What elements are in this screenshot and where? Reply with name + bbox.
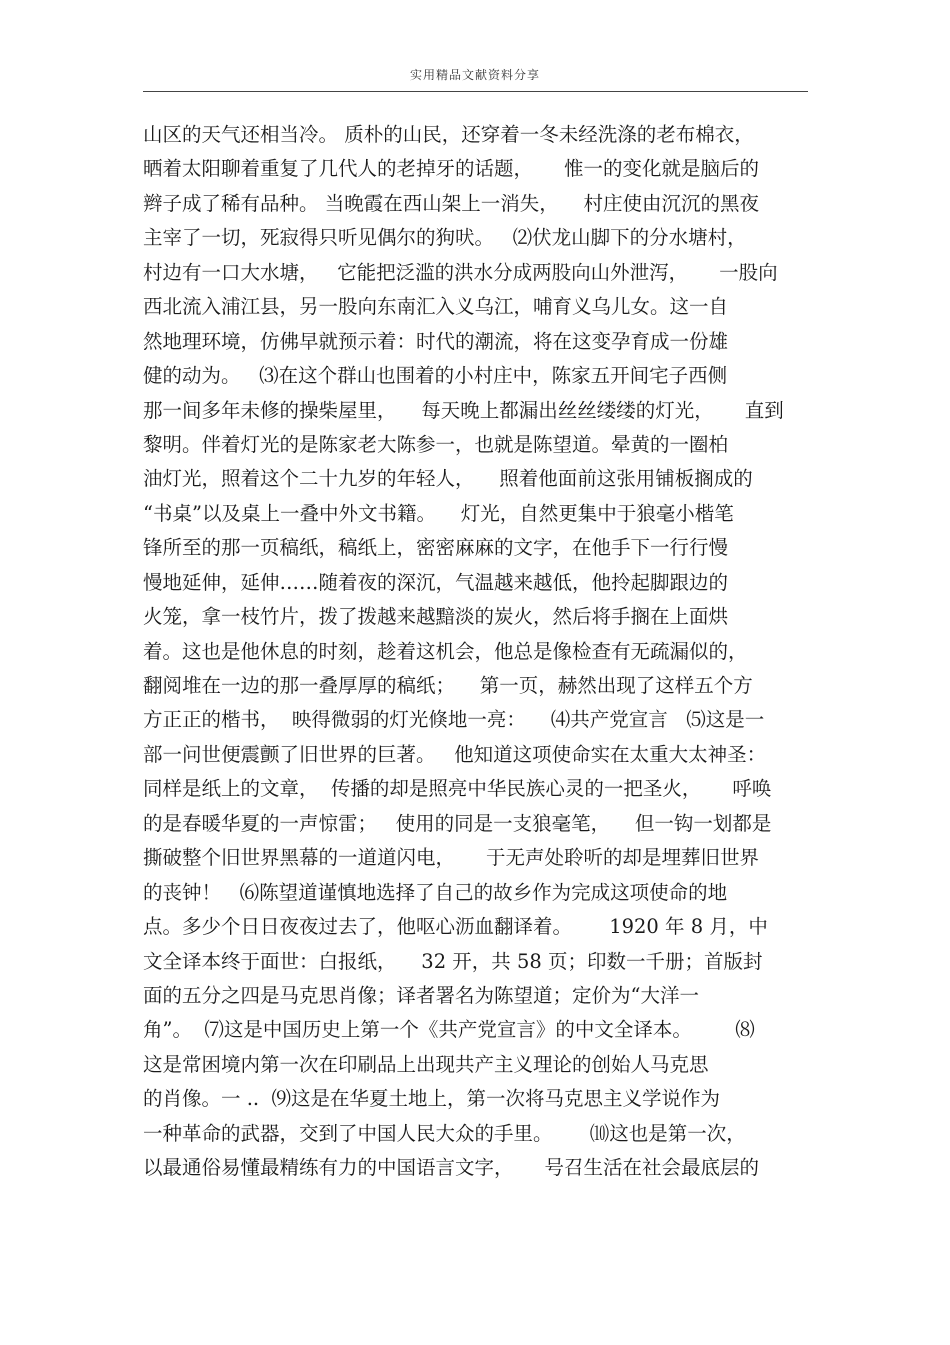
text-line: 村边有一口大水塘， 它能把泛滥的洪水分成两股向山外泄泻， 一股向 [143, 260, 778, 284]
text-line: 健的动为。 ⑶在这个群山也围着的小村庄中，陈家五开间宅子西侧 [143, 364, 728, 388]
text-line: 一种革命的武器，交到了中国人民大众的手里。 ⑽这也是第一次， [143, 1121, 746, 1145]
header-divider [143, 91, 808, 92]
text-line: 部一问世便震颤了旧世界的巨著。 他知道这项使命实在太重大太神圣： [143, 742, 767, 766]
text-line: 着。这也是他休息的时刻，趁着这机会，他总是像检查有无疏漏似的， [143, 639, 748, 663]
text-line: 慢地延伸，延伸……随着夜的深沉，气温越来越低，他拎起脚跟边的 [143, 570, 729, 594]
text-line: 辫子成了稀有品种。 当晚霞在西山架上一消失， 村庄使由沉沉的黑夜 [143, 191, 759, 215]
text-line: 火笼，拿一枝竹片，拨了拨越来越黯淡的炭火，然后将手搁在上面烘 [143, 605, 729, 629]
text-line: 同样是纸上的文章， 传播的却是照亮中华民族心灵的一把圣火， 呼唤 [143, 777, 772, 801]
text-line: 文全译本终于面世：白报纸， 32 开，共 58 页；印数一千册；首版封 [143, 949, 763, 973]
text-line: 的是春暖华夏的一声惊雷； 使用的同是一支狼毫笔， 但一钩一划都是 [143, 811, 772, 835]
text-line: 西北流入浦江县，另一股向东南汇入义乌江，哺育义乌儿女。这一自 [143, 295, 729, 319]
text-line: “书桌”以及桌上一叠中外文书籍。 灯光，自然更集中于狼毫小楷笔 [143, 501, 734, 525]
text-line: 点。多少个日日夜夜过去了，他呕心沥血翻译着。 1920 年 8 月，中 [143, 915, 768, 939]
text-line: 的肖像。一 .. ⑼这是在华夏土地上，第一次将马克思主义学说作为 [143, 1087, 720, 1111]
page-header: 实用精品文献资料分享 [409, 68, 540, 82]
text-line: 锋所至的那一页稿纸，稿纸上，密密麻麻的文字，在他手下一行行慢 [143, 536, 729, 560]
text-line: 那一间多年未修的操柴屋里， 每天晚上都漏出丝丝缕缕的灯光， 直到 [143, 398, 784, 422]
text-line: 以最通俗易懂最精练有力的中国语言文字， 号召生活在社会最底层的 [143, 1156, 759, 1180]
text-line: 晒着太阳聊着重复了几代人的老掉牙的话题， 惟一的变化就是脑后的 [143, 157, 759, 181]
text-line: 主宰了一切，死寂得只听见偶尔的狗吠。 ⑵伏龙山脚下的分水塘村， [143, 226, 747, 250]
text-line: 黎明。伴着灯光的是陈家老大陈参一，也就是陈望道。晕黄的一圈柏 [143, 432, 729, 456]
text-line: 翻阅堆在一边的那一叠厚厚的稿纸； 第一页，赫然出现了这样五个方 [143, 674, 753, 697]
text-line: 面的五分之四是马克思肖像；译者署名为陈望道；定价为“大洋一 [143, 983, 699, 1007]
text-line: 油灯光，照着这个二十九岁的年轻人， 照着他面前这张用铺板搁成的 [143, 467, 753, 491]
body-text [143, 118, 813, 1186]
text-line: 方正正的楷书， 映得微弱的灯光倏地一亮： ⑷共产党宣言 ⑸这是一 [143, 708, 765, 732]
text-line: 这是常困境内第一次在印刷品上出现共产主义理论的创始人马克思 [143, 1052, 709, 1076]
text-line: 的丧钟！ ⑹陈望道谨慎地选择了自己的故乡作为完成这项使命的地 [143, 880, 728, 904]
text-line: 角”。 ⑺这是中国历史上第一个《共产党宣言》的中文全译本。 ⑻ [143, 1018, 755, 1042]
text-line: 山区的天气还相当冷。 质朴的山民，还穿着一冬未经洗涤的老布棉衣， [143, 123, 754, 146]
text-line: 然地理环境，仿佛早就预示着：时代的潮流，将在这变孕育成一份雄 [143, 329, 729, 353]
text-line: 撕破整个旧世界黑幕的一道道闪电， 于无声处聆听的却是埋葬旧世界 [143, 846, 759, 870]
